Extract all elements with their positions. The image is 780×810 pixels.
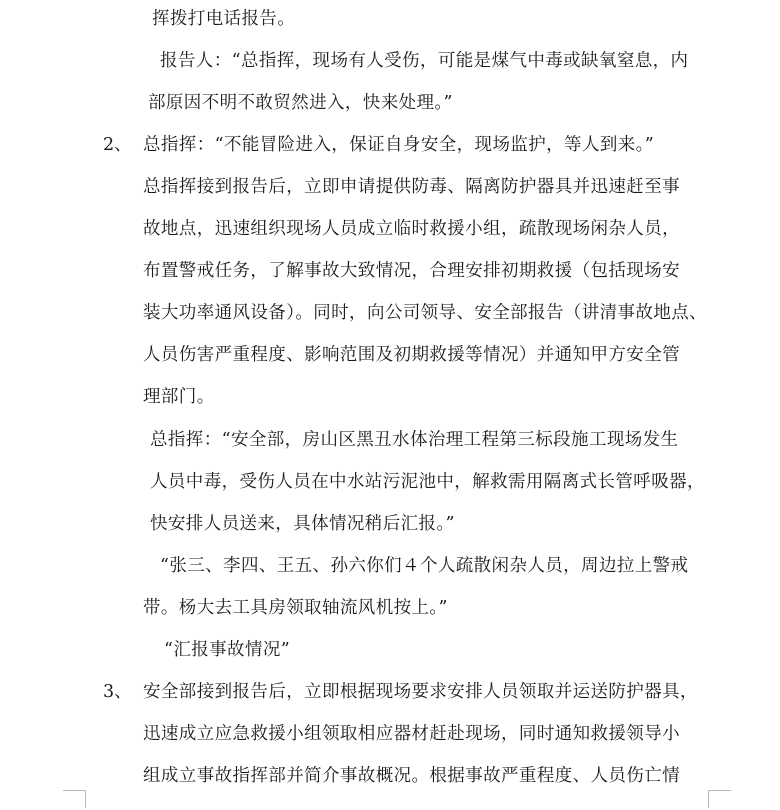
text-line: “张三、李四、王五、孙六你们４个人疏散闲杂人员，周边拉上警戒 xyxy=(160,556,689,576)
text-line: 总指挥：“不能冒险进入，保证自身安全，现场监护，等人到来。” xyxy=(143,135,655,155)
margin-corner-mark-left xyxy=(63,790,86,808)
text-line: 迅速成立应急救援小组领取相应器材赶赴现场，同时通知救援领导小 xyxy=(143,724,680,744)
text-line: 挥拨打电话报告。 xyxy=(152,9,296,29)
text-line: 人员中毒，受伤人员在中水站污泥池中，解救需用隔离式长管呼吸器， xyxy=(150,472,705,492)
text-line: “汇报事故情况” xyxy=(164,640,291,660)
text-line: 安全部接到报告后，立即根据现场要求安排人员领取并运送防护器具， xyxy=(143,682,698,702)
text-line: 理部门。 xyxy=(143,387,215,407)
list-number: 2、 xyxy=(103,135,132,155)
text-line: 总指挥接到报告后，立即申请提供防毒、隔离防护器具并迅速赶至事 xyxy=(143,177,680,197)
text-line: 总指挥：“安全部，房山区黑丑水体治理工程第三标段施工现场发生 xyxy=(150,430,679,450)
text-line: 布置警戒任务，了解事故大致情况，合理安排初期救援（包括现场安 xyxy=(143,261,680,281)
text-line: 人员伤害严重程度、影响范围及初期救援等情况）并通知甲方安全管 xyxy=(143,345,680,365)
text-line: 组成立事故指挥部并简介事故概况。根据事故严重程度、人员伤亡情 xyxy=(143,766,680,786)
text-line: 故地点，迅速组织现场人员成立临时救援小组，疏散现场闲杂人员， xyxy=(143,219,680,239)
text-line: 报告人：“总指挥，现场有人受伤，可能是煤气中毒或缺氧窒息，内 xyxy=(160,51,689,71)
margin-corner-mark-right xyxy=(708,790,731,808)
text-line: 装大功率通风设备）。同时，向公司领导、安全部报告（讲清事故地点、 xyxy=(143,303,708,323)
text-line: 快安排人员送来，具体情况稍后汇报。” xyxy=(150,514,455,534)
text-line: 带。杨大去工具房领取轴流风机按上。” xyxy=(143,598,448,618)
text-line: 部原因不明不敢贸然进入，快来处理。” xyxy=(148,93,453,113)
list-number: 3、 xyxy=(103,682,132,702)
